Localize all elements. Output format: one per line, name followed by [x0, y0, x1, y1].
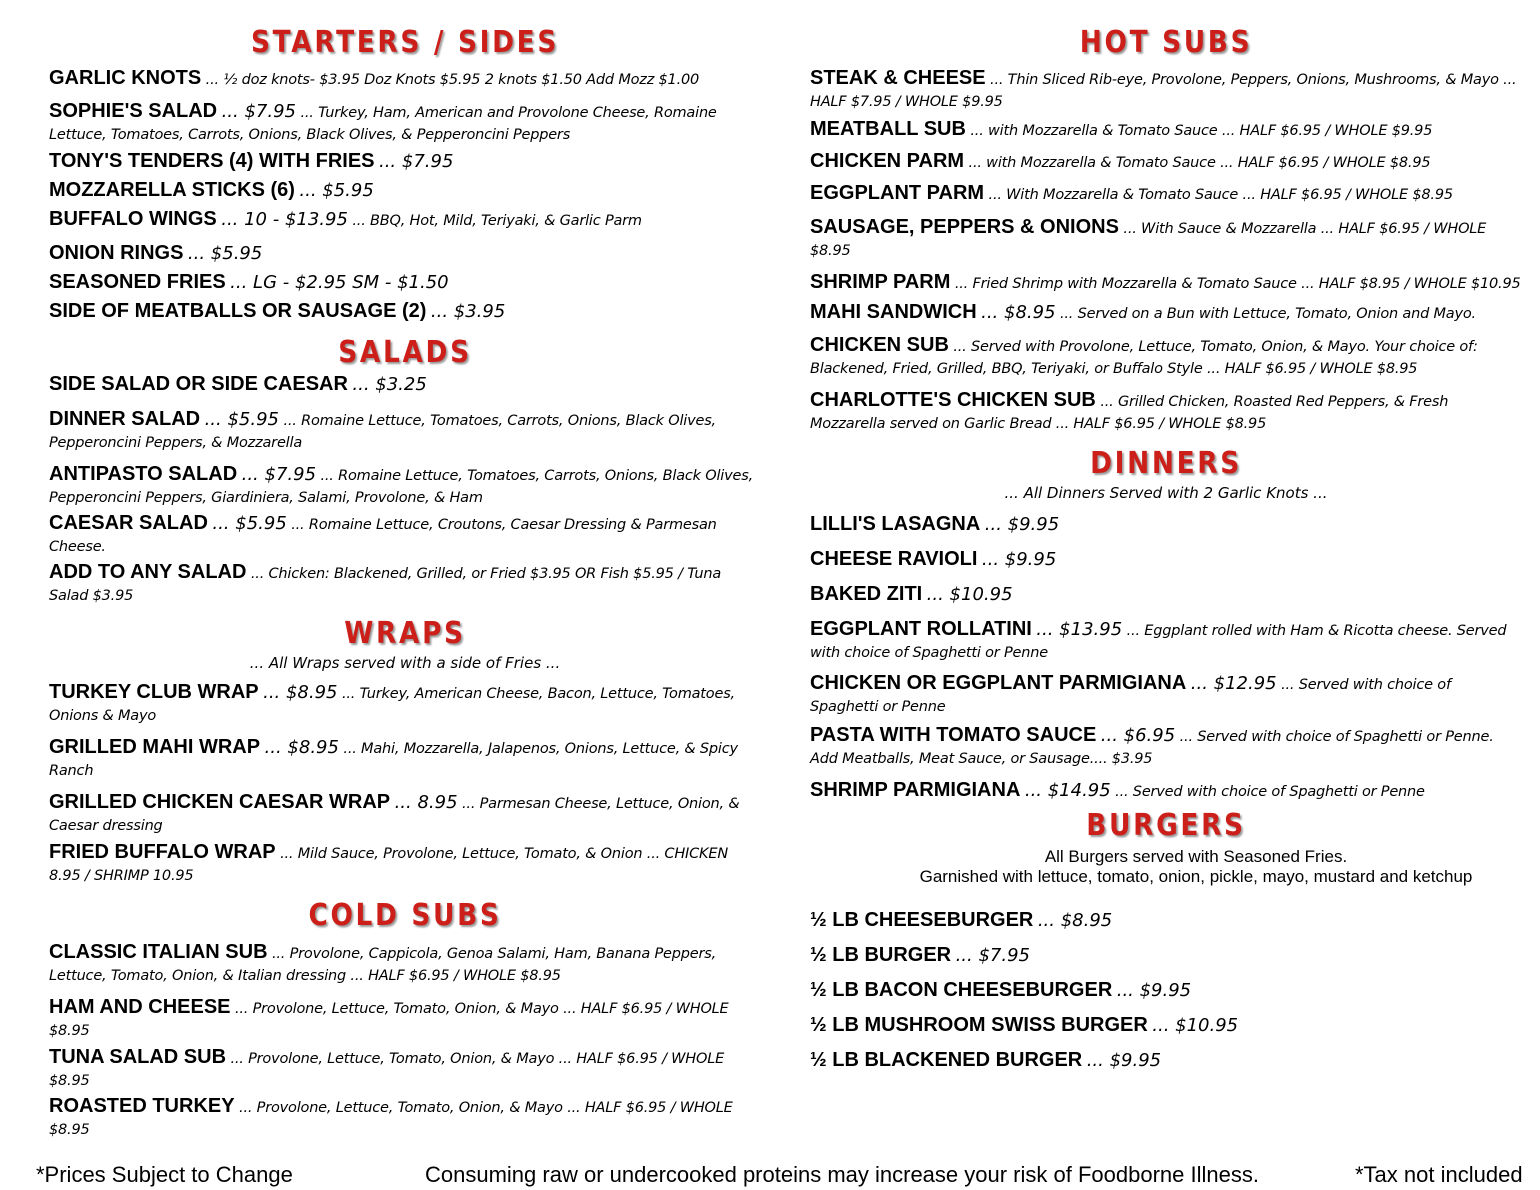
burgers-note-line1: All Burgers served with Seasoned Fries.: [1044, 847, 1348, 866]
item-name: STEAK & CHEESE: [810, 67, 986, 89]
menu-item: [49, 941, 761, 987]
section-wraps: [49, 616, 761, 887]
item-name: MAHI SANDWICH: [810, 301, 977, 323]
menu-item: [810, 944, 1522, 968]
item-name: LILLI'S LASAGNA: [810, 513, 981, 535]
item-price: ... $9.95: [984, 514, 1060, 535]
right-column: [810, 25, 1522, 1073]
item-name: MEATBALL SUB: [810, 118, 966, 140]
item-description: ... Mahi, Mozzarella, Jalapenos, Onions, Lettuce, & Spicy Ranch: [49, 741, 738, 779]
menu-item: [810, 389, 1522, 435]
item-price: ... $5.95: [204, 409, 279, 430]
item-price: ... $13.95: [1036, 619, 1123, 640]
item-description: ... Grilled Chicken, Roasted Red Peppers, & Fresh Mozzarella served on Garlic Bread ... HALF $6.95 / WHOLE $8.95: [810, 394, 1449, 432]
item-name: GRILLED CHICKEN CAESAR WRAP: [49, 791, 391, 813]
item-name: CHICKEN OR EGGPLANT PARMIGIANA: [810, 672, 1187, 694]
section-title-burgers: BURGERS: [1086, 808, 1246, 843]
item-description: ... Served with choice of Spaghetti or Penne: [810, 677, 1451, 715]
menu-item: [810, 271, 1522, 295]
item-description: ... BBQ, Hot, Mild, Teriyaki, & Garlic Parm: [352, 213, 642, 229]
item-name: ANTIPASTO SALAD: [49, 463, 238, 485]
menu-item: [49, 1046, 761, 1092]
item-name: HAM AND CHEESE: [49, 996, 231, 1018]
item-description: ... Fried Shrimp with Mozzarella & Tomato Sauce ... HALF $8.95 / WHOLE $10.95: [954, 276, 1521, 292]
burgers-note-line2: Garnished with lettuce, tomato, onion, pickle, mayo, mustard and ketchup: [919, 867, 1473, 886]
item-price: ... $7.95: [241, 464, 317, 485]
item-price: ... LG - $2.95 SM - $1.50: [230, 272, 449, 293]
menu-item: [810, 724, 1522, 770]
section-title-salads: SALADS: [338, 335, 472, 370]
menu-item: [49, 463, 761, 509]
section-hot-subs: [810, 25, 1522, 435]
wraps-list: [49, 681, 761, 887]
item-name: ADD TO ANY SALAD: [49, 561, 247, 583]
item-name: SAUSAGE, PEPPERS & ONIONS: [810, 216, 1119, 238]
item-name: EGGPLANT ROLLATINI: [810, 618, 1032, 640]
item-price: ... $8.95: [263, 682, 338, 703]
item-description: ... Romaine Lettuce, Tomatoes, Carrots, Onions, Black Olives, Pepperoncini Peppers, & Mozzarella: [49, 413, 716, 451]
starters-list: [49, 67, 761, 324]
menu-item: [49, 67, 761, 91]
item-price: ... $7.95: [955, 945, 1030, 966]
item-description: ... with Mozzarella & Tomato Sauce ... HALF $6.95 / WHOLE $9.95: [970, 123, 1433, 139]
item-name: SIDE SALAD OR SIDE CAESAR: [49, 373, 348, 395]
dinners-list: [810, 513, 1522, 803]
item-name: FRIED BUFFALO WRAP: [49, 841, 276, 863]
item-price: ... $5.95: [299, 180, 374, 201]
menu-item: [49, 100, 761, 146]
item-price: ... $8.95: [981, 302, 1056, 323]
menu-item: [49, 681, 761, 727]
item-name: MOZZARELLA STICKS (6): [49, 179, 295, 201]
item-description: ... Provolone, Lettuce, Tomato, Onion, & Mayo ... HALF $6.95 / WHOLE $8.95: [49, 1100, 733, 1138]
section-cold-subs: [49, 898, 761, 1141]
menu-item: [49, 300, 761, 324]
item-price: ... 8.95: [394, 792, 458, 813]
item-name: SOPHIE'S SALAD: [49, 100, 218, 122]
menu-item: [810, 672, 1522, 718]
hot-subs-list: [810, 67, 1522, 435]
menu-item: [810, 150, 1522, 174]
item-name: SHRIMP PARM: [810, 271, 951, 293]
cold-subs-list: [49, 941, 761, 1141]
item-name: PASTA WITH TOMATO SAUCE: [810, 724, 1097, 746]
item-name: CHEESE RAVIOLI: [810, 548, 978, 570]
item-name: CHICKEN PARM: [810, 150, 965, 172]
item-name: TUNA SALAD SUB: [49, 1046, 227, 1068]
item-description: ... Turkey, American Cheese, Bacon, Lettuce, Tomatoes, Onions & Mayo: [49, 686, 735, 724]
menu-item: [49, 841, 761, 887]
menu-item: [49, 512, 761, 558]
section-dinners: [810, 446, 1522, 803]
item-name: GRILLED MAHI WRAP: [49, 736, 261, 758]
item-name: ½ LB BURGER: [810, 944, 952, 966]
item-description: ... Romaine Lettuce, Croutons, Caesar Dressing & Parmesan Cheese.: [49, 517, 717, 555]
item-name: BAKED ZITI: [810, 583, 923, 605]
menu-item: [810, 909, 1522, 933]
menu-item: [49, 1095, 761, 1141]
burgers-note: [870, 847, 1522, 887]
item-price: ... $3.95: [430, 301, 506, 322]
menu-item: [810, 583, 1522, 607]
item-description: ... Served with Provolone, Lettuce, Tomato, Onion, & Mayo. Your choice of: Blackened, Fried, Grilled, BBQ, Teriyaki, or Buffalo Style ... HALF $6.95 / WHOLE $8.95: [810, 339, 1478, 377]
item-name: ½ LB BLACKENED BURGER: [810, 1049, 1083, 1071]
item-name: ½ LB MUSHROOM SWISS BURGER: [810, 1014, 1148, 1036]
footer-health-warning: Consuming raw or undercooked proteins may increase your risk of Foodborne Illness.: [425, 1162, 1259, 1187]
menu-item: [810, 1049, 1522, 1073]
wraps-note: ... All Wraps served with a side of Fries ...: [249, 654, 561, 672]
item-name: GARLIC KNOTS: [49, 67, 202, 89]
item-price: ... $6.95: [1100, 725, 1176, 746]
item-price: ... $7.95: [378, 151, 454, 172]
menu-item: [49, 736, 761, 782]
menu-item: [49, 373, 761, 397]
item-description: ... Provolone, Cappicola, Genoa Salami, Ham, Banana Peppers, Lettuce, Tomato, Onion, & Italian dressing ... HALF $6.95 / WHOLE $8.95: [49, 946, 717, 984]
menu-item: [49, 996, 761, 1042]
item-description: ... Thin Sliced Rib-eye, Provolone, Peppers, Onions, Mushrooms, & Mayo ... HALF $7.95 / WHOLE $9.95: [810, 72, 1517, 110]
menu-item: [49, 179, 761, 203]
menu-item: [810, 979, 1522, 1003]
item-name: ONION RINGS: [49, 242, 184, 264]
menu-item: [49, 791, 761, 837]
item-price: ... $5.95: [212, 513, 287, 534]
item-price: ... $14.95: [1024, 780, 1111, 801]
section-salads: [49, 335, 761, 607]
menu-item: [810, 548, 1522, 572]
menu-item: [49, 208, 761, 232]
item-description: ... Served with choice of Spaghetti or Penne: [1115, 784, 1425, 800]
item-description: ... Eggplant rolled with Ham & Ricotta cheese. Served with choice of Spaghetti or Penne: [810, 623, 1507, 661]
salads-list: [49, 373, 761, 607]
item-price: ... 10 - $13.95: [221, 209, 348, 230]
item-price: ... $10.95: [926, 584, 1013, 605]
item-name: BUFFALO WINGS: [49, 208, 217, 230]
burgers-list: [810, 909, 1522, 1073]
menu-item: [810, 334, 1522, 380]
item-description: ... Parmesan Cheese, Lettuce, Onion, & Caesar dressing: [49, 796, 740, 834]
item-description: ... Provolone, Lettuce, Tomato, Onion, & Mayo ... HALF $6.95 / WHOLE $8.95: [49, 1051, 725, 1089]
item-price: ... $9.95: [1086, 1050, 1162, 1071]
menu-item: [49, 150, 761, 174]
section-title-dinners: DINNERS: [1090, 446, 1242, 481]
section-title-starters: STARTERS / SIDES: [251, 25, 559, 60]
menu-item: [810, 216, 1522, 262]
item-name: DINNER SALAD: [49, 408, 201, 430]
menu-item: [810, 1014, 1522, 1038]
item-name: CHICKEN SUB: [810, 334, 949, 356]
item-description: ... With Mozzarella & Tomato Sauce ... HALF $6.95 / WHOLE $8.95: [988, 187, 1453, 203]
item-description: ... Served with choice of Spaghetti or Penne. Add Meatballs, Meat Sauce, or Sausage.... $3.95: [810, 729, 1494, 767]
item-description: ... with Mozzarella & Tomato Sauce ... HALF $6.95 / WHOLE $8.95: [968, 155, 1431, 171]
section-title-wraps: WRAPS: [344, 616, 466, 651]
menu-item: [810, 301, 1522, 325]
footer-tax-note: *Tax not included: [1355, 1162, 1523, 1187]
footer-price-disclaimer: *Prices Subject to Change: [36, 1162, 293, 1187]
section-burgers: [810, 808, 1522, 1073]
item-price: ... $12.95: [1190, 673, 1277, 694]
menu-item: [810, 513, 1522, 537]
item-description: ... Mild Sauce, Provolone, Lettuce, Tomato, & Onion ... CHICKEN 8.95 / SHRIMP 10.95: [49, 846, 728, 884]
item-name: CAESAR SALAD: [49, 512, 208, 534]
section-title-hot-subs: HOT SUBS: [1079, 25, 1253, 60]
item-name: SEASONED FRIES: [49, 271, 226, 293]
item-name: EGGPLANT PARM: [810, 182, 985, 204]
menu-item: [49, 561, 761, 607]
section-starters: [49, 25, 761, 324]
item-description: ... ½ doz knots- $3.95 Doz Knots $5.95 2 knots $1.50 Add Mozz $1.00: [205, 72, 700, 88]
menu-item: [49, 242, 761, 266]
item-name: SIDE OF MEATBALLS OR SAUSAGE (2): [49, 300, 427, 322]
item-price: ... $9.95: [1116, 980, 1192, 1001]
item-price: ... $3.25: [352, 374, 427, 395]
item-price: ... $8.95: [264, 737, 339, 758]
menu-item: [49, 408, 761, 454]
item-name: CLASSIC ITALIAN SUB: [49, 941, 268, 963]
item-description: ... Turkey, Ham, American and Provolone Cheese, Romaine Lettuce, Tomatoes, Carrots, Onions, Black Olives, & Pepperoncini Peppers: [49, 105, 717, 143]
item-description: ... Romaine Lettuce, Tomatoes, Carrots, Onions, Black Olives, Pepperoncini Peppers, Giardiniera, Salami, Provolone, & Ham: [49, 468, 753, 506]
left-column: [49, 25, 761, 1141]
item-name: ½ LB BACON CHEESEBURGER: [810, 979, 1113, 1001]
item-name: TURKEY CLUB WRAP: [49, 681, 259, 703]
item-description: ... Served on a Bun with Lettuce, Tomato, Onion and Mayo.: [1059, 306, 1476, 322]
item-description: ... Provolone, Lettuce, Tomato, Onion, & Mayo ... HALF $6.95 / WHOLE $8.95: [49, 1001, 729, 1039]
menu-item: [810, 618, 1522, 664]
dinners-note: ... All Dinners Served with 2 Garlic Knots ...: [1004, 484, 1328, 502]
item-price: ... $9.95: [981, 549, 1057, 570]
menu-item: [810, 182, 1522, 206]
item-price: ... $5.95: [187, 243, 263, 264]
item-price: ... $8.95: [1037, 910, 1113, 931]
item-price: ... $10.95: [1152, 1015, 1239, 1036]
menu-item: [810, 779, 1522, 803]
item-description: ... With Sauce & Mozzarella ... HALF $6.95 / WHOLE $8.95: [810, 221, 1487, 259]
item-name: TONY'S TENDERS (4) WITH FRIES: [49, 150, 375, 172]
menu-item: [810, 118, 1522, 142]
item-name: ROASTED TURKEY: [49, 1095, 235, 1117]
item-name: CHARLOTTE'S CHICKEN SUB: [810, 389, 1096, 411]
item-name: ½ LB CHEESEBURGER: [810, 909, 1034, 931]
item-price: ... $7.95: [221, 101, 296, 122]
section-title-cold-subs: COLD SUBS: [308, 898, 502, 933]
menu-item: [49, 271, 761, 295]
menu-item: [810, 67, 1522, 113]
item-name: SHRIMP PARMIGIANA: [810, 779, 1021, 801]
item-description: ... Chicken: Blackened, Grilled, or Fried $3.95 OR Fish $5.95 / Tuna Salad $3.95: [49, 566, 722, 604]
